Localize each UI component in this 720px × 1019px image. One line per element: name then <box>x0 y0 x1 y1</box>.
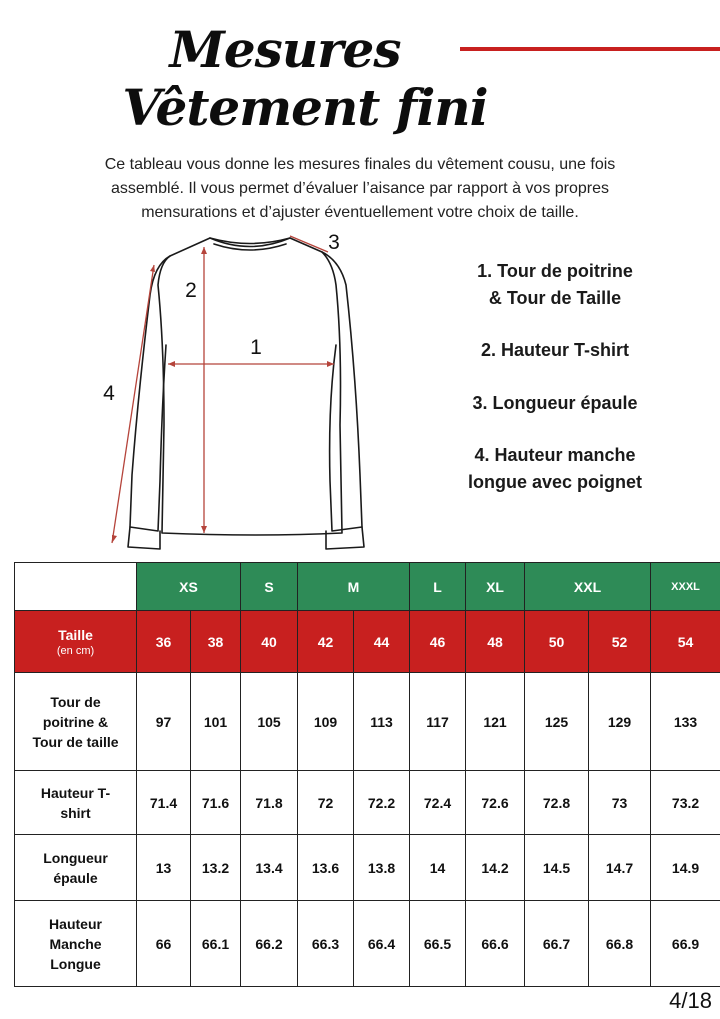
page-title-line-2: Vêtement fini <box>122 78 488 137</box>
table-row <box>15 835 720 901</box>
diagram-marker-1: 1 <box>250 336 262 359</box>
row-label-line: poitrine & <box>42 713 109 730</box>
measure-line-3 <box>290 236 328 252</box>
value-cell: 14.2 <box>466 835 525 901</box>
value-cell: 101 <box>191 673 241 771</box>
table-row <box>15 771 720 835</box>
taille-cell: 52 <box>589 611 651 673</box>
left-sleeve <box>130 256 170 531</box>
taille-cell: 46 <box>410 611 466 673</box>
value-cell: 13.2 <box>191 835 241 901</box>
value-cell: 71.4 <box>137 771 191 835</box>
legend-text: & Tour de Taille <box>488 288 622 308</box>
taille-cell: 36 <box>137 611 191 673</box>
row-label-cell <box>15 901 137 987</box>
taille-cell: 48 <box>466 611 525 673</box>
value-cell: 13.4 <box>241 835 298 901</box>
value-cell: 72.4 <box>410 771 466 835</box>
value-cell: 121 <box>466 673 525 771</box>
row-label-line: Tour de taille <box>32 733 119 750</box>
taille-label-cell <box>15 611 137 673</box>
size-group-cell: XL <box>466 563 525 611</box>
row-label-line: Tour de <box>50 693 101 710</box>
page-title-line-1: Mesures <box>169 20 401 79</box>
value-cell: 72.6 <box>466 771 525 835</box>
value-cell: 66.3 <box>298 901 354 987</box>
taille-cell: 44 <box>354 611 410 673</box>
value-cell: 72.8 <box>525 771 589 835</box>
intro-line: mensurations et d’ajuster éventuellement votre choix de taille. <box>141 204 579 221</box>
intro-paragraph <box>60 153 660 225</box>
taille-label: Taille <box>58 626 93 643</box>
legend-text: 3. Longueur épaule <box>472 393 638 413</box>
value-cell: 72 <box>298 771 354 835</box>
value-cell: 129 <box>589 673 651 771</box>
row-label-line: shirt <box>60 804 91 821</box>
right-sleeve <box>322 252 362 531</box>
empty-header-cell <box>15 563 137 611</box>
legend-text: longue avec poignet <box>467 472 643 492</box>
row-label-line: Hauteur <box>49 915 102 932</box>
value-cell: 72.2 <box>354 771 410 835</box>
value-cell: 133 <box>651 673 720 771</box>
value-cell: 13 <box>137 835 191 901</box>
value-cell: 14 <box>410 835 466 901</box>
value-cell: 71.8 <box>241 771 298 835</box>
row-label-line: Manche <box>49 935 102 952</box>
size-chart-table <box>14 562 720 987</box>
size-group-cell: XXXL <box>651 563 720 611</box>
legend-item-4 <box>430 442 680 496</box>
taille-cell: 42 <box>298 611 354 673</box>
row-label-cell <box>15 771 137 835</box>
row-label-cell <box>15 835 137 901</box>
size-group-row <box>15 563 720 611</box>
tshirt-diagram <box>90 225 390 560</box>
value-cell: 66.1 <box>191 901 241 987</box>
diagram-marker-4: 4 <box>103 382 115 405</box>
value-cell: 66 <box>137 901 191 987</box>
legend-text: 2. Hauteur T-shirt <box>480 340 630 360</box>
value-cell: 66.6 <box>466 901 525 987</box>
measure-lines <box>112 236 334 543</box>
value-cell: 71.6 <box>191 771 241 835</box>
value-cell: 73 <box>589 771 651 835</box>
value-cell: 105 <box>241 673 298 771</box>
row-label-cell <box>15 673 137 771</box>
table-row <box>15 901 720 987</box>
value-cell: 97 <box>137 673 191 771</box>
legend-text: 1. Tour de poitrine <box>477 261 633 281</box>
legend-item-3 <box>430 390 680 417</box>
value-cell: 66.4 <box>354 901 410 987</box>
taille-cell: 54 <box>651 611 720 673</box>
table-row <box>15 673 720 771</box>
legend-text: 4. Hauteur manche <box>474 445 636 465</box>
measure-arrowheads <box>112 247 334 543</box>
taille-cell: 38 <box>191 611 241 673</box>
intro-line: assemblé. Il vous permet d’évaluer l’aisance par rapport à vos propres <box>110 180 610 197</box>
size-group-cell: XS <box>137 563 241 611</box>
taille-cell: 50 <box>525 611 589 673</box>
legend-item-2 <box>430 337 680 364</box>
value-cell: 117 <box>410 673 466 771</box>
value-cell: 14.7 <box>589 835 651 901</box>
value-cell: 73.2 <box>651 771 720 835</box>
row-label-line: Longueur <box>43 849 108 866</box>
size-group-cell: S <box>241 563 298 611</box>
size-group-cell: L <box>410 563 466 611</box>
measure-line-4 <box>112 265 154 543</box>
taille-cell: 40 <box>241 611 298 673</box>
value-cell: 66.7 <box>525 901 589 987</box>
size-group-cell: M <box>298 563 410 611</box>
size-group-cell: XXL <box>525 563 651 611</box>
tshirt-collar <box>210 238 290 250</box>
row-label-line: épaule <box>53 869 98 886</box>
value-cell: 14.9 <box>651 835 720 901</box>
value-cell: 125 <box>525 673 589 771</box>
value-cell: 66.5 <box>410 901 466 987</box>
value-cell: 113 <box>354 673 410 771</box>
value-cell: 14.5 <box>525 835 589 901</box>
taille-row <box>15 611 720 673</box>
title-accent-line <box>460 47 720 51</box>
value-cell: 13.8 <box>354 835 410 901</box>
value-cell: 109 <box>298 673 354 771</box>
legend-item-1 <box>430 258 680 312</box>
value-cell: 66.2 <box>241 901 298 987</box>
value-cell: 13.6 <box>298 835 354 901</box>
row-label-line: Longue <box>50 955 101 972</box>
page-number: 4/18 <box>669 988 712 1013</box>
diagram-marker-3: 3 <box>328 231 340 254</box>
row-label-line: Hauteur T- <box>40 784 111 801</box>
value-cell: 66.9 <box>651 901 720 987</box>
taille-unit: (en cm) <box>56 644 95 657</box>
diagram-marker-2: 2 <box>185 279 197 302</box>
value-cell: 66.8 <box>589 901 651 987</box>
intro-line: Ce tableau vous donne les mesures finales du vêtement cousu, une fois <box>104 156 616 173</box>
